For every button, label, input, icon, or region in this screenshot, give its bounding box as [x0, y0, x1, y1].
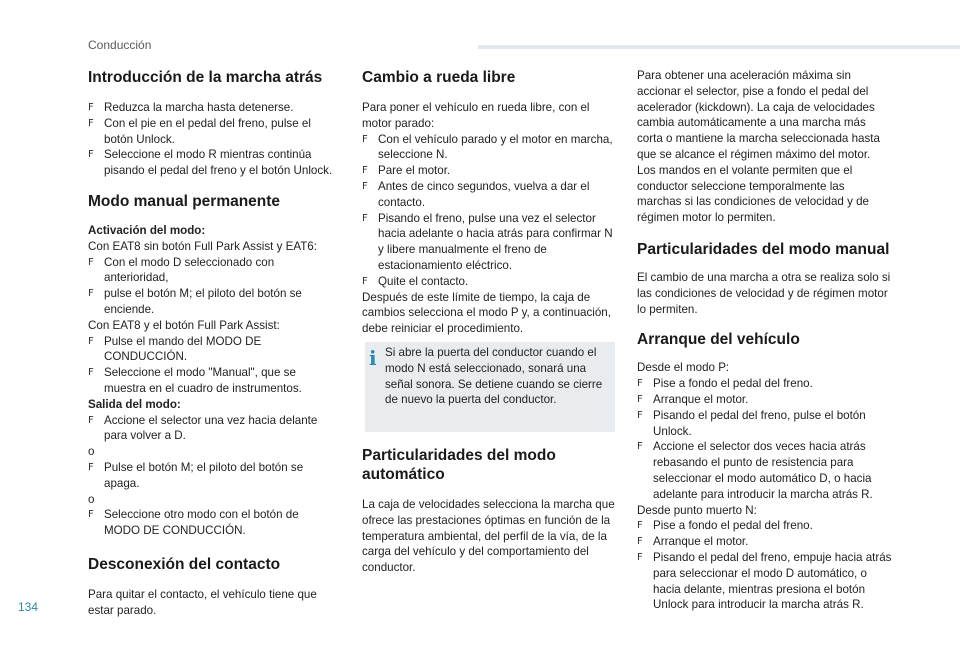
bullet-icon: F — [637, 441, 643, 453]
bullet-icon: F — [88, 102, 94, 113]
or-text: o — [88, 492, 95, 506]
bullet-icon: F — [637, 409, 643, 421]
list-item: F Quite el contacto. — [362, 274, 469, 288]
list-item: F Pisando el pedal del freno, empuje hacia atrás para seleccionar el modo D automático, o hacia delante, mientras presiona el botón Unlock para introducir la marcha atrás R. — [637, 550, 892, 612]
bullet-icon: F — [362, 180, 368, 192]
activation-label: Activación del modo: — [88, 223, 206, 237]
section-title-ignition-off: Desconexión del contacto — [88, 555, 281, 573]
manual-steps-b — [88, 334, 336, 397]
list-item: F Seleccione otro modo con el botón de MODO DE CONDUCCIÓN. — [88, 508, 299, 538]
list-item: F Pisando el freno, pulse una vez el selector hacia adelante o hacia atrás para confirmar N y libere manualmente el freno de estacionamiento eléctrico. — [362, 211, 613, 272]
list-item: F Antes de cinco segundos, vuelva a dar el contacto. — [362, 179, 590, 209]
list-item: F Con el modo D seleccionado con anterioridad, — [88, 255, 275, 285]
list-item: F Pise a fondo el pedal del freno. — [637, 519, 813, 533]
list-item: F Pulse el botón M; el piloto del botón se apaga. — [88, 460, 304, 490]
ignition-off-text: Para quitar el contacto, el vehículo tiene que estar parado. — [88, 587, 317, 617]
bullet-icon: F — [362, 212, 368, 224]
section-title-auto-mode: Particularidades del modo automático — [362, 447, 556, 483]
from-n-label: Desde punto muerto N: — [637, 503, 757, 517]
exit-step-2 — [88, 460, 336, 492]
note-text: Si abre la puerta del conductor cuando el modo N está seleccionado, sonará una señal sonora. Se detiene cuando se cierre de nuevo la puerta del conductor. — [385, 346, 603, 407]
section-title-start: Arranque del vehículo — [637, 331, 800, 349]
section-title-manual: Modo manual permanente — [88, 192, 281, 210]
column-2 — [362, 68, 616, 337]
info-icon: i — [369, 346, 377, 370]
start-from-p-steps — [637, 376, 892, 502]
page-number: 134 — [18, 600, 39, 614]
bullet-icon: F — [637, 393, 643, 405]
section-title-freewheel: Cambio a rueda libre — [362, 69, 516, 86]
list-item: F Con el vehículo parado y el motor en marcha, seleccione N. — [362, 132, 613, 162]
list-item: F Seleccione el modo "Manual", que se muestra en el cuadro de instrumentos. — [88, 366, 302, 395]
bullet-icon: F — [88, 117, 94, 129]
bullet-icon: F — [637, 520, 643, 532]
freewheel-steps — [362, 132, 616, 290]
freewheel-after: Después de este límite de tiempo, la caja de cambios selecciona el modo P y, a continuación, debe reiniciar el procedimiento. — [362, 290, 611, 336]
bullet-icon: F — [637, 378, 643, 390]
list-item: F Pise a fondo el pedal del freno. — [637, 377, 813, 391]
list-item: F pulse el botón M; el piloto del botón se enciende. — [88, 287, 302, 316]
manual-mode-text: El cambio de una marcha a otra se realiza solo si las condiciones de velocidad y de régimen motor lo permiten. — [637, 270, 891, 316]
info-note — [365, 342, 615, 432]
bullet-icon: F — [637, 551, 643, 563]
eat8-fpa-line: Con EAT8 y el botón Full Park Assist: — [88, 318, 280, 332]
reverse-steps — [88, 100, 336, 179]
bullet-icon: F — [362, 165, 368, 177]
manual-steps-a — [88, 255, 336, 318]
kickdown-text: Para obtener una aceleración máxima sin accionar el selector, pise a fondo el pedal del acelerador (kickdown). La caja de velocidades cambia automáticamente a una marcha más corta o mantiene la marcha seleccionada hasta que se alcance el régimen máximo del motor. Los mandos en el volante permiten que el conductor seleccione temporalmente las marchas si las condiciones de velocidad y de régimen motor lo permiten. — [637, 69, 880, 225]
bullet-icon: F — [362, 133, 368, 145]
list-item: F Con el pie en el pedal del freno, pulse el botón Unlock. — [88, 116, 311, 146]
list-item: F Accione el selector dos veces hacia atrás rebasando el punto de resistencia para seleccionar el modo automático D, o hacia adelante para introducir la marcha atrás R. — [637, 440, 873, 501]
bullet-icon: F — [88, 414, 94, 426]
column-2-bottom — [362, 446, 616, 576]
bullet-icon: F — [88, 509, 94, 521]
bullet-icon: F — [88, 367, 94, 379]
freewheel-intro: Para poner el vehículo en rueda libre, con el motor parado: — [362, 101, 590, 130]
exit-label: Salida del modo: — [88, 397, 181, 411]
list-item: F Arranque el motor. — [637, 535, 749, 549]
list-item: F Pare el motor. — [362, 164, 451, 178]
list-item: F Seleccione el modo R mientras continúa pisando el pedal del freno y el botón Unlock. — [88, 148, 333, 178]
from-p-label: Desde el modo P: — [637, 361, 730, 375]
exit-step-1 — [88, 413, 336, 445]
list-item: F Reduzca la marcha hasta detenerse. — [88, 101, 294, 114]
list-item: F Pulse el mando del MODO DE CONDUCCIÓN. — [88, 334, 262, 364]
header-bar — [478, 45, 960, 49]
bullet-icon: F — [88, 461, 94, 473]
start-from-n-steps — [637, 518, 892, 613]
or-text: o — [88, 445, 95, 459]
eat8-line: Con EAT8 sin botón Full Park Assist y EAT6: — [88, 239, 317, 253]
bullet-icon: F — [637, 536, 643, 548]
list-item: F Accione el selector una vez hacia delante para volver a D. — [88, 413, 318, 443]
exit-step-3 — [88, 507, 336, 539]
column-3 — [637, 68, 892, 613]
list-item: F Pisando el pedal del freno, pulse el botón Unlock. — [637, 408, 866, 438]
list-item: F Arranque el motor. — [637, 392, 749, 406]
section-title-manual-mode: Particularidades del modo manual — [637, 240, 890, 258]
bullet-icon: F — [88, 149, 94, 161]
chapter-title: Conducción — [88, 38, 152, 52]
bullet-icon: F — [362, 275, 368, 287]
bullet-icon: F — [88, 288, 94, 300]
auto-mode-text: La caja de velocidades selecciona la marcha que ofrece las prestaciones óptimas en función de la temperatura ambiental, del perfil de la vía, de la carga del vehículo y del comportamiento del conductor. — [362, 498, 615, 575]
bullet-icon: F — [88, 256, 94, 268]
column-1 — [88, 68, 336, 619]
section-title-reverse: Introducción de la marcha atrás — [88, 69, 323, 86]
bullet-icon: F — [88, 335, 94, 347]
